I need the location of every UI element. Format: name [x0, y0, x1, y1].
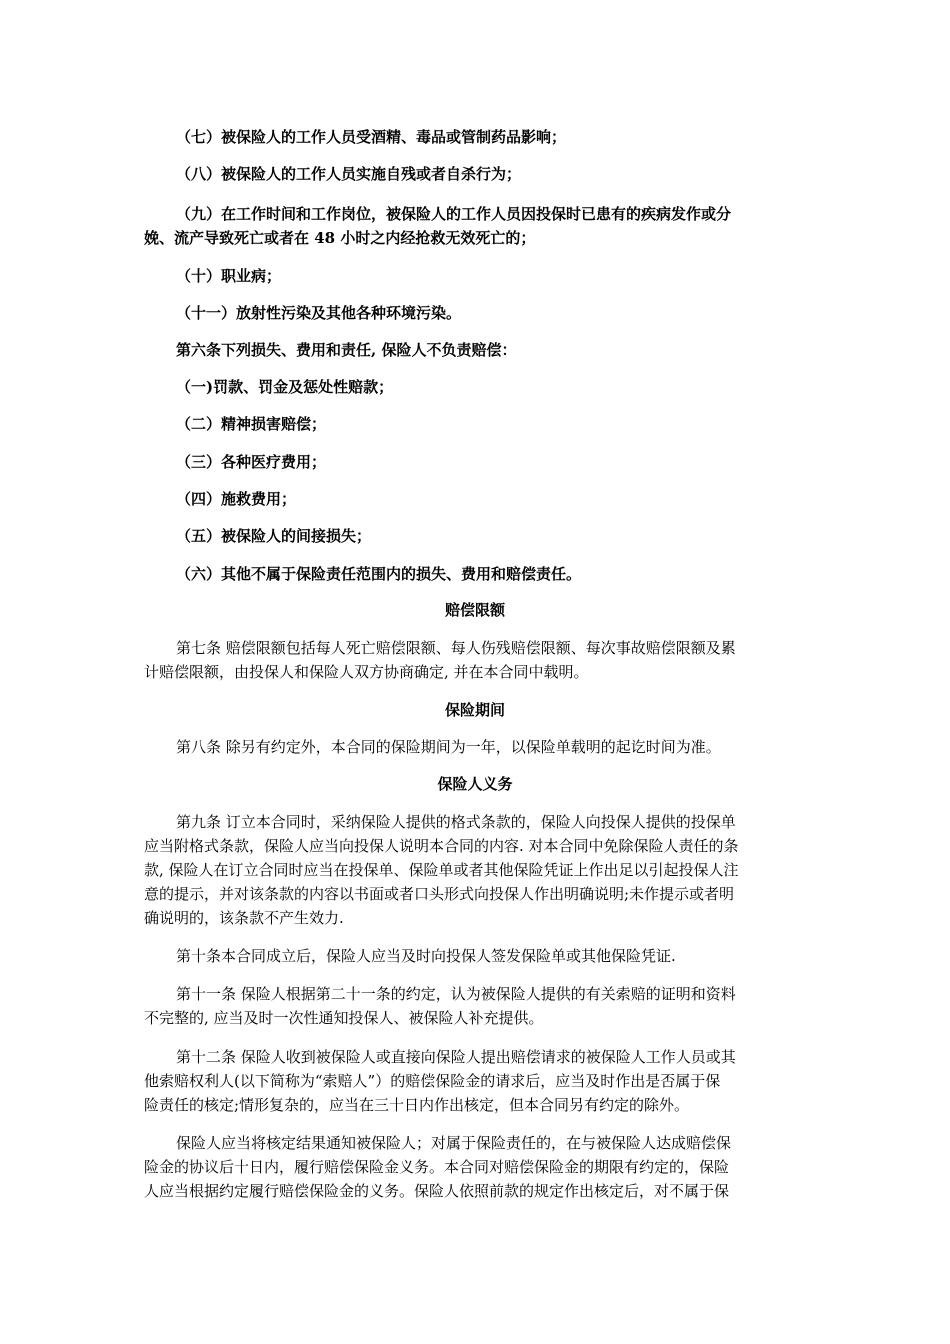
- article-9-line4: 意的提示，并对该条款的内容以书面或者口头形式向投保人作出明确说明;未作提示或者明: [144, 885, 735, 903]
- exclusion-item-9-line2: 娩、流产导致死亡或者在 48 小时之内经抢救无效死亡的；: [144, 229, 536, 247]
- article-10-line1: 第十条本合同成立后，保险人应当及时向投保人签发保险单或其他保险凭证.: [176, 947, 676, 965]
- article-7-line1: 第七条 赔偿限额包括每人死亡赔偿限额、每人伤残赔偿限额、每次事故赔偿限额及累: [176, 639, 736, 657]
- notify-line2: 险金的协议后十日内，履行赔偿保险金义务。本合同对赔偿保险金的期限有约定的，保险: [144, 1158, 730, 1176]
- notify-line3: 人应当根据约定履行赔偿保险金的义务。保险人依照前款的规定作出核定后，对不属于保: [144, 1182, 730, 1200]
- section-title-limit: 赔偿限额: [444, 601, 505, 619]
- article-11-line2: 不完整的, 应当及时一次性通知投保人、被保险人补充提供。: [144, 1009, 544, 1027]
- article-6-item-2: （二）精神损害赔偿；: [176, 415, 327, 433]
- article-9-line5: 确说明的，该条款不产生效力.: [144, 909, 344, 927]
- exclusion-item-7: （七）被保险人的工作人员受酒精、毒品或管制药品影响；: [176, 128, 567, 146]
- notify-line1: 保险人应当将核定结果通知被保险人；对属于保险责任的，在与被保险人达成赔偿保: [176, 1134, 732, 1152]
- exclusion-item-8: （八）被保险人的工作人员实施自残或者自杀行为；: [176, 165, 522, 183]
- article-6-item-6: （六）其他不属于保险责任范围内的损失、费用和赔偿责任。: [176, 565, 582, 583]
- article-6-item-4: （四）施救费用；: [176, 490, 297, 508]
- article-6-item-3: （三）各种医疗费用；: [176, 453, 327, 471]
- article-12-line1: 第十二条 保险人收到被保险人或直接向保险人提出赔偿请求的被保险人工作人员或其: [176, 1048, 736, 1066]
- article-8-line1: 第八条 除另有约定外，本合同的保险期间为一年，以保险单载明的起讫时间为准。: [176, 738, 721, 756]
- exclusion-item-11: （十一）放射性污染及其他各种环境污染。: [176, 304, 462, 322]
- article-9-line2: 应当附格式条款，保险人应当向投保人说明本合同的内容. 对本合同中免除保险人责任的条: [144, 837, 739, 855]
- section-title-duties: 保险人义务: [437, 775, 513, 793]
- article-6-heading: 第六条下列损失、费用和责任, 保险人不负责赔偿：: [176, 341, 517, 359]
- article-6-item-5: （五）被保险人的间接损失；: [176, 527, 372, 545]
- article-6-item-1: （一)罚款、罚金及惩处性赔款；: [176, 378, 394, 396]
- article-7-line2: 计赔偿限额，由投保人和保险人双方协商确定, 并在本合同中载明。: [144, 663, 589, 681]
- article-9-line1: 第九条 订立本合同时，采纳保险人提供的格式条款的，保险人向投保人提供的投保单: [176, 813, 736, 831]
- article-9-line3: 款, 保险人在订立合同时应当在投保单、保险单或者其他保险凭证上作出足以引起投保人注: [144, 861, 739, 879]
- exclusion-item-10: （十）职业病；: [176, 267, 282, 285]
- article-12-line3: 险责任的核定;情形复杂的，应当在三十日内作出核定，但本合同另有约定的除外。: [144, 1096, 690, 1114]
- article-12-line2: 他索赔权利人(以下简称为“索赔人”）的赔偿保险金的请求后，应当及时作出是否属于保: [144, 1072, 721, 1090]
- section-title-period: 保险期间: [444, 701, 505, 719]
- exclusion-item-9-line1: （九）在工作时间和工作岗位，被保险人的工作人员因投保时已患有的疾病发作或分: [176, 205, 732, 223]
- article-11-line1: 第十一条 保险人根据第二十一条的约定，认为被保险人提供的有关索赔的证明和资料: [176, 985, 736, 1003]
